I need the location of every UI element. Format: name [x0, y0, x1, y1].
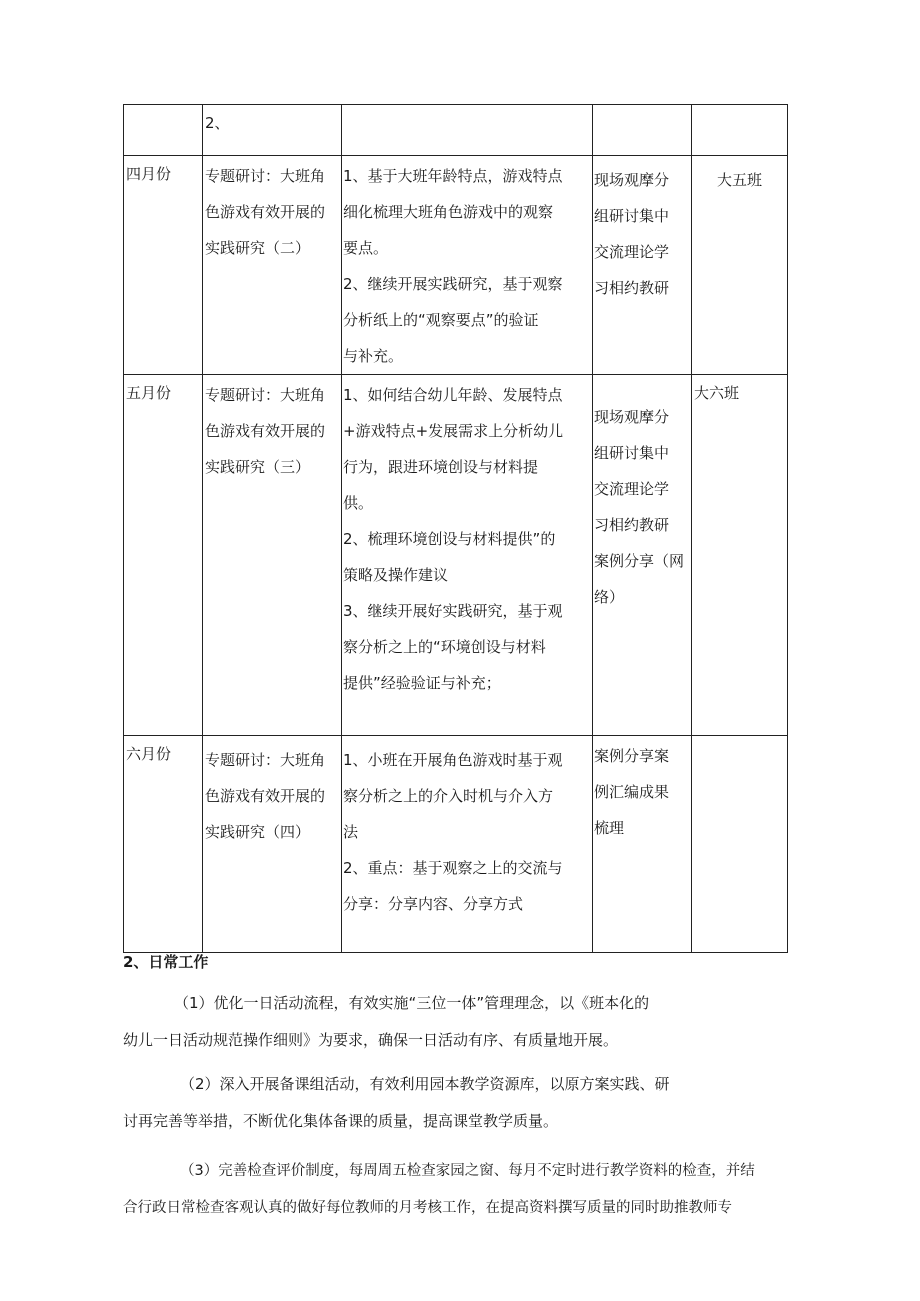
content-line: 要点。: [343, 239, 389, 257]
month-text: 六月份: [126, 745, 172, 763]
form-line: 梳理: [594, 819, 625, 837]
form-line: 案例分享案: [594, 747, 670, 765]
content-line: 2、重点：基于观察之上的交流与: [343, 859, 563, 877]
table-row: [124, 105, 788, 156]
topic-text: 2、: [205, 114, 230, 132]
form-cell: [593, 375, 692, 736]
topic-line: 专题研讨：大班角: [205, 751, 326, 769]
content-line: 1、基于大班年龄特点，游戏特点: [343, 167, 563, 185]
month-cell: [124, 156, 203, 375]
content-line: 2、继续开展实践研究，基于观察: [343, 275, 563, 293]
content-cell: [342, 736, 593, 953]
table-row: [124, 156, 788, 375]
class-cell: [692, 375, 788, 736]
content-line: 察分析之上的介入时机与介入方: [343, 787, 554, 805]
month-cell: [124, 736, 203, 953]
form-cell: [593, 156, 692, 375]
form-line: 习相约教研: [594, 516, 670, 534]
topic-cell: [203, 156, 342, 375]
content-line: 3、继续开展好实践研究，基于观: [343, 602, 563, 620]
paragraph-3-line-2: 合行政日常检查客观认真的做好每位教师的月考核工作，在提高资料撰写质量的同时助推教师专: [123, 1200, 732, 1216]
content-line: 细化梳理大班角色游戏中的观察: [343, 203, 554, 221]
month-cell: [124, 375, 203, 736]
content-line: 提供”经验验证与补充；: [343, 674, 501, 692]
content-line: 供。: [343, 494, 374, 512]
form-line: 组研讨集中: [594, 207, 670, 225]
content-line: 2、梳理环境创设与材料提供”的: [343, 530, 556, 548]
class-cell: [692, 736, 788, 953]
form-line: 例汇编成果: [594, 783, 670, 801]
topic-line: 专题研讨：大班角: [205, 386, 326, 404]
table-row: [124, 736, 788, 953]
content-line: 分析纸上的“观察要点”的验证: [343, 311, 539, 329]
section-heading: 2、日常工作: [123, 953, 209, 971]
paragraph-1-line-2: 幼儿一日活动规范操作细则》为要求，确保一日活动有序、有质量地开展。: [123, 1031, 619, 1049]
form-cell: [593, 105, 692, 156]
form-line: 络）: [594, 588, 625, 606]
topic-line: 色游戏有效开展的: [205, 203, 326, 221]
topic-line: 实践研究（三）: [205, 458, 311, 476]
activity-plan-table: [123, 104, 788, 953]
topic-line: 专题研讨：大班角: [205, 167, 326, 185]
form-line: 交流理论学: [594, 243, 670, 261]
month-cell: [124, 105, 203, 156]
class-cell: [692, 105, 788, 156]
topic-line: 实践研究（二）: [205, 239, 311, 257]
topic-line: 色游戏有效开展的: [205, 787, 326, 805]
content-line: 法: [343, 823, 359, 841]
content-cell: [342, 375, 593, 736]
class-cell: [692, 156, 788, 375]
month-text: 五月份: [126, 384, 172, 402]
paragraph-2-line-1: （2）深入开展备课组活动，有效利用园本教学资源库，以原方案实践、研: [180, 1075, 670, 1093]
content-line: 与补充。: [343, 347, 404, 365]
paragraph-2-line-2: 讨再完善等举措，不断优化集体备课的质量，提高课堂教学质量。: [123, 1112, 559, 1130]
form-cell: [593, 736, 692, 953]
content-cell: [342, 156, 593, 375]
class-text: 大六班: [694, 384, 740, 402]
form-line: 现场观摩分: [594, 408, 670, 426]
topic-cell: [203, 736, 342, 953]
content-line: 察分析之上的“环境创设与材料: [343, 638, 546, 656]
paragraph-1-line-1: （1）优化一日活动流程，有效实施“三位一体”管理理念，以《班本化的: [174, 994, 650, 1012]
paragraph-3-line-1: （3）完善检查评价制度，每周周五检查家园之窗、每月不定时进行教学资料的检查，并结: [180, 1163, 755, 1179]
topic-line: 实践研究（四）: [205, 823, 311, 841]
form-line: 现场观摩分: [594, 171, 670, 189]
topic-cell: [203, 105, 342, 156]
form-line: 案例分享（网: [594, 552, 685, 570]
content-line: 策略及操作建议: [343, 566, 449, 584]
content-line: 行为，跟进环境创设与材料提: [343, 458, 539, 476]
topic-line: 色游戏有效开展的: [205, 422, 326, 440]
content-cell: [342, 105, 593, 156]
topic-cell: [203, 375, 342, 736]
month-text: 四月份: [126, 165, 172, 183]
class-text: 大五班: [716, 171, 762, 189]
form-line: 习相约教研: [594, 279, 670, 297]
content-line: 1、如何结合幼儿年龄、发展特点: [343, 386, 563, 404]
form-line: 交流理论学: [594, 480, 670, 498]
content-line: +游戏特点+发展需求上分析幼儿: [343, 422, 564, 440]
content-line: 分享：分享内容、分享方式: [343, 895, 524, 913]
table-row: [124, 375, 788, 736]
form-line: 组研讨集中: [594, 444, 670, 462]
content-line: 1、小班在开展角色游戏时基于观: [343, 751, 563, 769]
